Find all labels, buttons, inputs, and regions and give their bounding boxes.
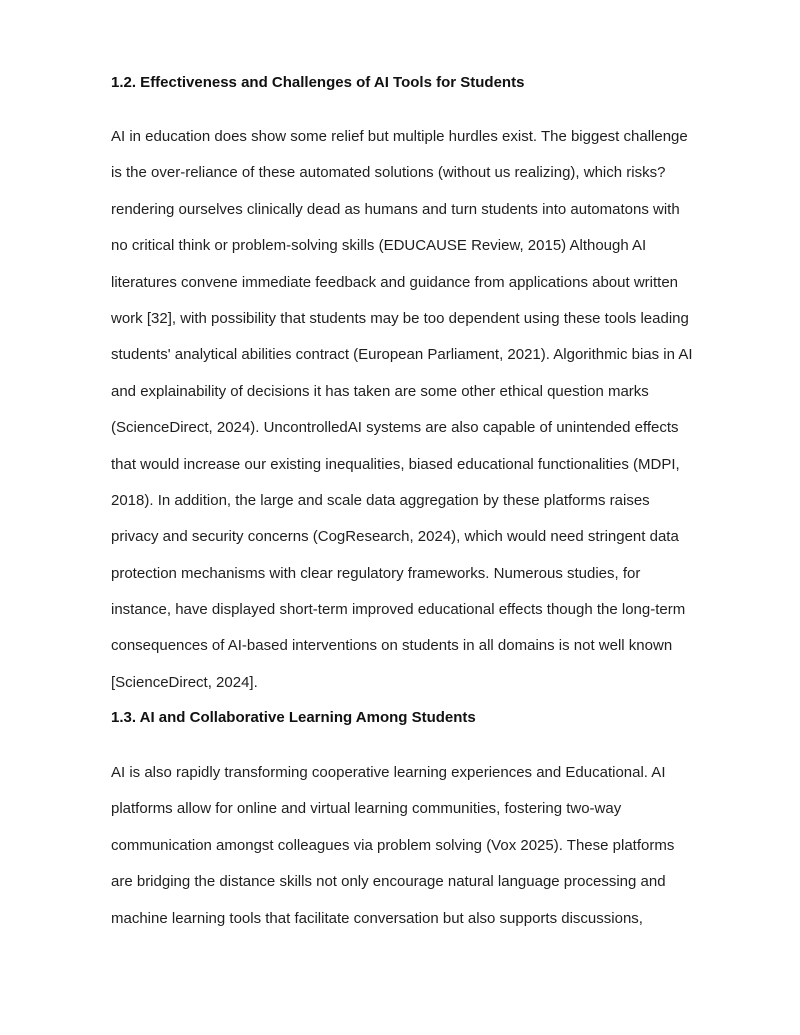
paragraph-line: communication amongst colleagues via problem solving (Vox 2025). These platforms — [111, 836, 675, 854]
paragraph-line: 2018). In addition, the large and scale data aggregation by these platforms raises — [111, 491, 650, 509]
paragraph-line: protection mechanisms with clear regulatory frameworks. Numerous studies, for — [111, 564, 641, 582]
section-heading-1-3: 1.3. AI and Collaborative Learning Among Students — [111, 709, 476, 726]
paragraph-line: (ScienceDirect, 2024). UncontrolledAI systems are also capable of unintended effects — [111, 419, 679, 437]
paragraph-line: machine learning tools that facilitate conversation but also supports discussions, — [111, 909, 643, 927]
paragraph-line: privacy and security concerns (CogResearch, 2024), which would need stringent data — [111, 528, 679, 546]
paragraph-line: AI in education does show some relief but multiple hurdles exist. The biggest challenge — [111, 128, 688, 145]
paragraph-line: is the over-reliance of these automated solutions (without us realizing), which risks? — [111, 164, 666, 182]
section-paragraph-1-2 — [111, 119, 731, 701]
paragraph-line: that would increase our existing inequalities, biased educational functionalities (MDPI, — [111, 455, 680, 473]
paragraph-line: platforms allow for online and virtual learning communities, fostering two-way — [111, 800, 622, 818]
paragraph-line: rendering ourselves clinically dead as humans and turn students into automatons with — [111, 200, 680, 218]
paragraph-line: AI is also rapidly transforming cooperative learning experiences and Educational. AI — [111, 764, 666, 781]
paragraph-line: literatures convene immediate feedback and guidance from applications about written — [111, 273, 678, 291]
paragraph-line: work [32], with possibility that students may be too dependent using these tools leading — [111, 309, 689, 327]
paragraph-line: are bridging the distance skills not only encourage natural language processing and — [111, 873, 666, 891]
section-heading-1-2: 1.2. Effectiveness and Challenges of AI Tools for Students — [111, 74, 525, 91]
paragraph-line: students' analytical abilities contract (European Parliament, 2021). Algorithmic bias in AI — [111, 346, 693, 364]
paragraph-line: [ScienceDirect, 2024]. — [111, 673, 258, 691]
paragraph-line: instance, have displayed short-term improved educational effects though the long-term — [111, 601, 686, 619]
section-paragraph-1-3 — [111, 755, 731, 937]
paragraph-line: and explainability of decisions it has taken are some other ethical question marks — [111, 382, 649, 400]
paragraph-line: no critical think or problem-solving skills (EDUCAUSE Review, 2015) Although AI — [111, 237, 647, 255]
paragraph-line: consequences of AI-based interventions on students in all domains is not well known — [111, 637, 673, 655]
